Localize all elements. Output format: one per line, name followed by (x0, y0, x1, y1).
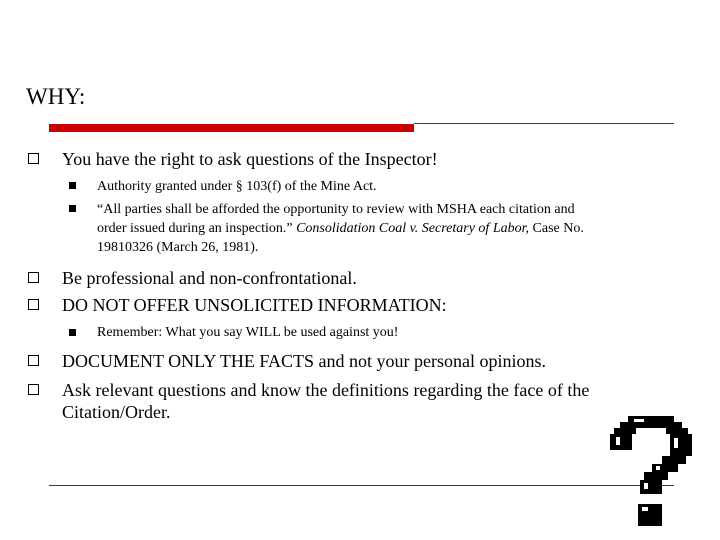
hollow-square-bullet-icon (28, 272, 39, 283)
list-item-quote (97, 200, 687, 257)
title-rule-thick (49, 124, 414, 132)
question-mark-icon (606, 416, 696, 526)
case-number-label: Case No. (532, 221, 584, 236)
list-item-remember: Remember: What you say WILL be used against you! (97, 325, 399, 340)
quote-line-3: 19810326 (March 26, 1981). (97, 240, 259, 255)
list-item-authority: Authority granted under § 103(f) of the Mine Act. (97, 179, 377, 194)
hollow-square-bullet-icon (28, 384, 39, 395)
quote-line-2-text: order issued during an inspection.” (97, 221, 293, 236)
filled-square-bullet-icon (69, 205, 76, 212)
hollow-square-bullet-icon (28, 355, 39, 366)
hollow-square-bullet-icon (28, 153, 39, 164)
footer-rule (49, 485, 674, 486)
list-item-be-professional: Be professional and non-confrontational. (62, 268, 357, 288)
page-title: WHY: (26, 84, 86, 109)
ask-relevant-line-1: Ask relevant questions and know the definitions regarding the face of the (62, 380, 590, 400)
list-item-document-facts: DOCUMENT ONLY THE FACTS and not your personal opinions. (62, 351, 547, 371)
filled-square-bullet-icon (69, 329, 76, 336)
title-rule-thin (414, 123, 674, 124)
quote-line-1: “All parties shall be afforded the opportunity to review with MSHA each citation and (97, 202, 575, 217)
list-item-right-to-ask: You have the right to ask questions of the Inspector! (62, 149, 438, 169)
list-item-ask-relevant (62, 379, 589, 423)
filled-square-bullet-icon (69, 182, 76, 189)
ask-relevant-line-2: Citation/Order. (62, 402, 171, 422)
list-item-do-not-offer: DO NOT OFFER UNSOLICITED INFORMATION: (62, 295, 447, 315)
quote-line-2 (97, 219, 687, 238)
hollow-square-bullet-icon (28, 299, 39, 310)
case-name: Consolidation Coal v. Secretary of Labor, (296, 221, 530, 236)
